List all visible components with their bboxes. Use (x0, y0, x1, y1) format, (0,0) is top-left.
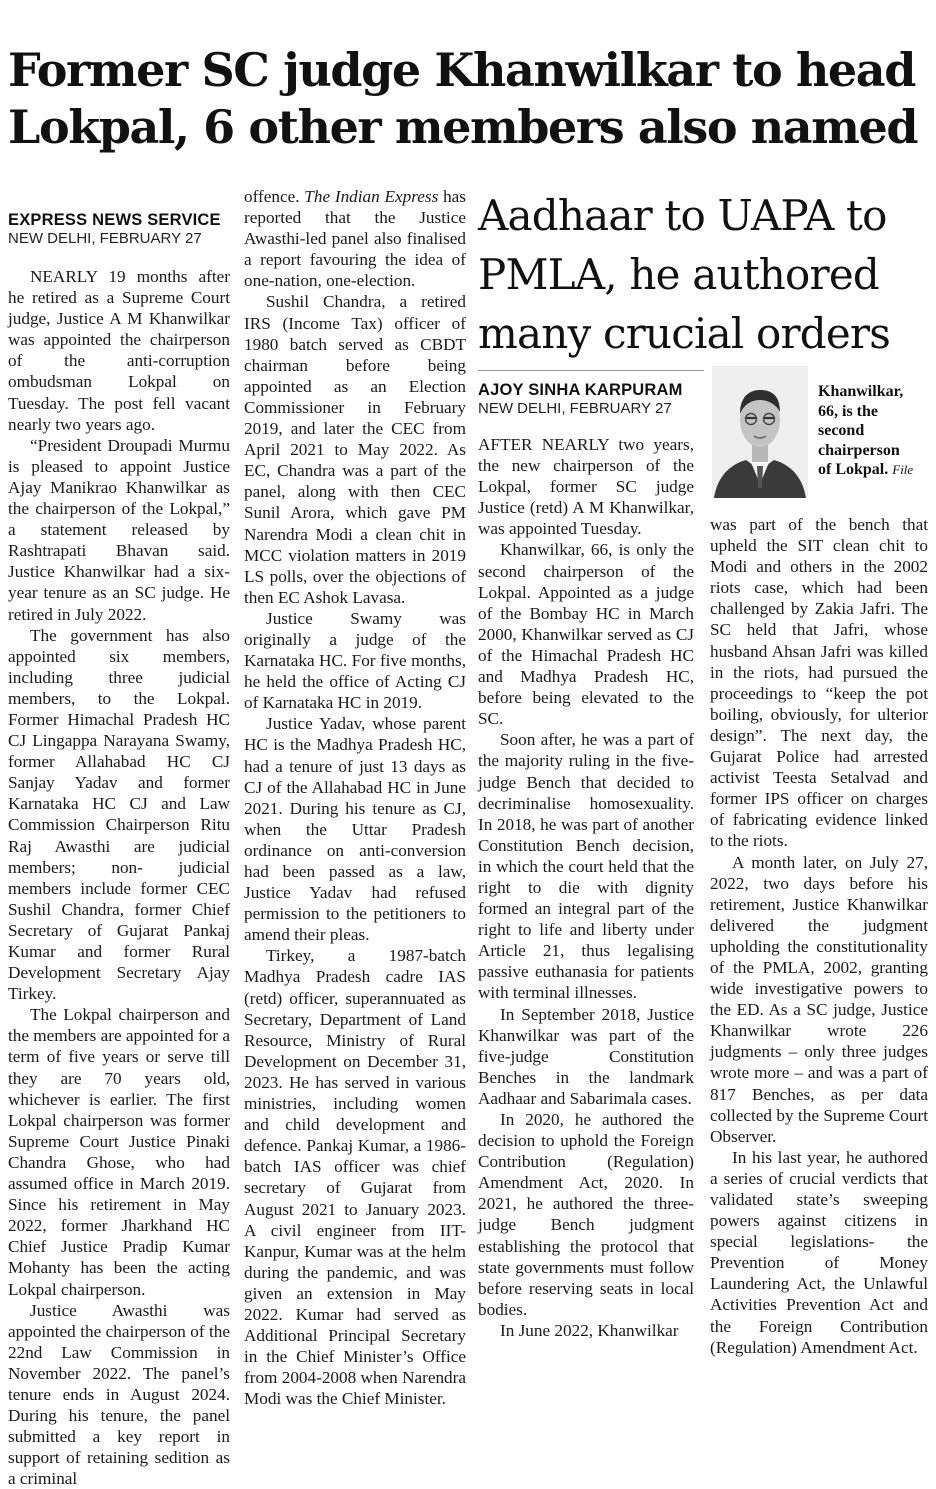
story1-paragraph: NEARLY 19 months after he retired as a Supreme Court judge, Justice A M Khanwilkar was appointed the chairperson of the anti-corruption ombudsman Lokpal on Tuesday. The post fell vacant nearly two years ago. (8, 267, 230, 434)
caption-line: chairperson (818, 441, 900, 459)
story2-paragraph: In September 2018, Justice Khanwilkar was part of the five-judge Constitution Benches in the landmark Aadhaar and Sabarimala cases. (478, 1004, 694, 1108)
khanwilkar-photo (712, 366, 808, 498)
story2-headline-line-3: many crucial orders (478, 309, 890, 358)
caption-last-line (818, 460, 930, 480)
caption-line: 66, is the (818, 402, 878, 420)
story2-paragraph: Soon after, he was a part of the majority ruling in the five-judge Bench that decided to decriminalise homosexuality. In 2018, he was part of another Constitution Bench decision, in which the court held that the right to die with dignity formed an integral part of the right to life and liberty under Article 21, thus legalising passive euthanasia for patients with terminal illnesses. (478, 730, 694, 1003)
caption-line: second (818, 422, 865, 439)
story1-byline (8, 210, 232, 248)
story1-agency: EXPRESS NEWS SERVICE (8, 211, 221, 229)
story1-paragraph: Justice Swamy was originally a judge of the Karnataka HC. For five months, he held the office of Acting CJ of Karnataka HC in 2019. (244, 608, 466, 713)
story1-dateline: NEW DELHI, FEBRUARY 27 (8, 230, 202, 247)
main-headline-line-2: Lokpal, 6 other members also named (8, 100, 918, 154)
story2-dateline: NEW DELHI, FEBRUARY 27 (478, 400, 672, 417)
story2-paragraph: was part of the bench that upheld the SIT clean chit to Modi and others in the 2002 riots case, which had been challenged by Zakia Jafri. The SC held that Jafri, whose husband Ahsan Jafri was killed in the riots, had pursued the proceedings to “keep the pot boiling, obviously, for ulterior design”. The next day, the Gujarat Police had arrested activist Teesta Setalvad and former IPS officer on charges of fabricating evidence linked to the riots. (710, 515, 928, 851)
story2-author: AJOY SINHA KARPURAM (478, 381, 683, 399)
story1-continuation-pre: offence. (244, 187, 300, 206)
story1-paragraph: The Lokpal chairperson and the members are appointed for a term of five years or serve till they are 70 years old, whichever is earlier. The first Lokpal chairperson was former Supreme Court Justice Pinaki Chandra Ghose, who had assumed office in March 2019. Since his retirement in May 2022, former Jharkhand HC Chief Justice Pradip Kumar Mohanty has been the acting Lokpal chairperson. (8, 1005, 230, 1299)
publication-name: The Indian Express (304, 187, 439, 206)
story1-paragraph: “President Droupadi Murmu is pleased to appoint Justice Ajay Manikrao Khanwilkar as the chairperson of the Lokpal,” a statement released by Rashtrapati Bhavan said. Justice Khanwilkar had a six-year tenure as an SC judge. He retired in July 2022. (8, 435, 230, 624)
story1-paragraph: Justice Awasthi was appointed the chairperson of the 22nd Law Commission in November 2022. The panel’s tenure ends in August 2024. During his tenure, the panel submitted a key report in support of retaining sedition as a criminal (8, 1300, 230, 1489)
story2-paragraph: AFTER NEARLY two years, the new chairperson of the Lokpal, former SC judge Justice (retd) A M Khanwilkar, was appointed Tuesday. (478, 435, 694, 539)
byline-divider (478, 370, 704, 371)
story2-column-1 (478, 434, 694, 1341)
story2-headline (478, 186, 928, 363)
story2-paragraph: Khanwilkar, 66, is only the second chairperson of the Lokpal. Appointed as a judge of the Bombay HC in March 2000, Khanwilkar served as CJ of the Himachal Pradesh HC and Madhya Pradesh HC, before being elevated to the SC. (478, 540, 694, 729)
story2-column-2 (710, 514, 928, 1358)
caption-line: Khanwilkar, (818, 383, 904, 400)
caption-line: of Lokpal. (818, 461, 889, 478)
main-headline-line-1: Former SC judge Khanwilkar to head (8, 43, 915, 97)
story2-byline (478, 380, 708, 418)
portrait-illustration (712, 366, 808, 498)
story1-paragraph: The government has also appointed six members, including three judicial members, to the Lokpal. Former Himachal Pradesh HC CJ Lingappa Narayana Swamy, former Allahabad HC CJ Sanjay Yadav and former Karnataka HC CJ and Law Commission Chairperson Ritu Raj Awasthi are judicial members; non- judicial members include former CEC Sushil Chandra, former Chief Secretary of Gujarat Pankaj Kumar and former Rural Development Secretary Ajay Tirkey. (8, 625, 230, 1004)
story1-paragraph: Justice Yadav, whose parent HC is the Madhya Pradesh HC, had a tenure of just 13 days as CJ of the Allahabad HC in June 2021. During his tenure as CJ, when the Uttar Pradesh ordinance on anti-conversion had been passed as a law, Justice Yadav had refused permission to the petitioners to amend their pleas. (244, 714, 466, 945)
story1-column-1 (8, 266, 230, 1489)
photo-caption (818, 382, 930, 480)
story2-paragraph: A month later, on July 27, 2022, two days before his retirement, Justice Khanwilkar delivered the judgment upholding the constitutionality of the PMLA, 2002, granting wide investigative powers to the ED. As a SC judge, Justice Khanwilkar wrote 226 judgments – only three judges wrote more – and was a part of 817 Benches, as per data collected by the Supreme Court Observer. (710, 852, 928, 1146)
story2-headline-line-2: PMLA, he authored (478, 250, 879, 299)
story1-continuation-paragraph (244, 186, 466, 291)
story2-paragraph: In June 2022, Khanwilkar (500, 1320, 679, 1340)
story1-column-2 (244, 186, 466, 1409)
story1-continuation-post: has reported that the Justice Awasthi-led panel also finalised a report favouring the idea of one-nation, one-election. (244, 187, 466, 291)
story1-paragraph: Tirkey, a 1987-batch Madhya Pradesh cadre IAS (retd) officer, superannuated as Secretary, Department of Land Resource, Ministry of Rural Development on December 31, 2023. He has served in various ministries, including women and child development and defence. Pankaj Kumar, a 1986-batch IAS officer was chief secretary of Gujarat from August 2021 to January 2023. A civil engineer from IIT-Kanpur, Kumar was at the helm during the pandemic, and was given an extension in May 2022. Kumar had served as Additional Principal Secretary in the Chief Minister’s Office from 2004-2008 when Narendra Modi was the Chief Minister. (244, 946, 466, 1409)
photo-credit: File (892, 462, 914, 477)
main-headline (8, 42, 928, 156)
story2-paragraph: In his last year, he authored a series of crucial verdicts that validated state’s sweeping powers against citizens in special legislations- the Prevention of Money Laundering Act, the Unlawful Activities Prevention Act and the Foreign Contribution (Regulation) Amendment Act. (710, 1147, 928, 1357)
story2-headline-line-1: Aadhaar to UAPA to (478, 191, 887, 240)
story1-paragraph: Sushil Chandra, a retired IRS (Income Tax) officer of 1980 batch served as CBDT chairman before being appointed as an Election Commissioner in February 2019, and later the CEC from April 2021 to May 2022. As EC, Chandra was a part of the panel, along with then CEC Sunil Arora, which gave PM Narendra Modi a clean chit in MCC violation matters in 2019 LS polls, over the objections of then EC Ashok Lavasa. (244, 292, 466, 607)
story2-paragraph: In 2020, he authored the decision to uphold the Foreign Contribution (Regulation) Amendment Act, 2020. In 2021, he authored the three-judge Bench judgment establishing the protocol that state governments must follow before reserving seats in local bodies. (478, 1110, 694, 1319)
